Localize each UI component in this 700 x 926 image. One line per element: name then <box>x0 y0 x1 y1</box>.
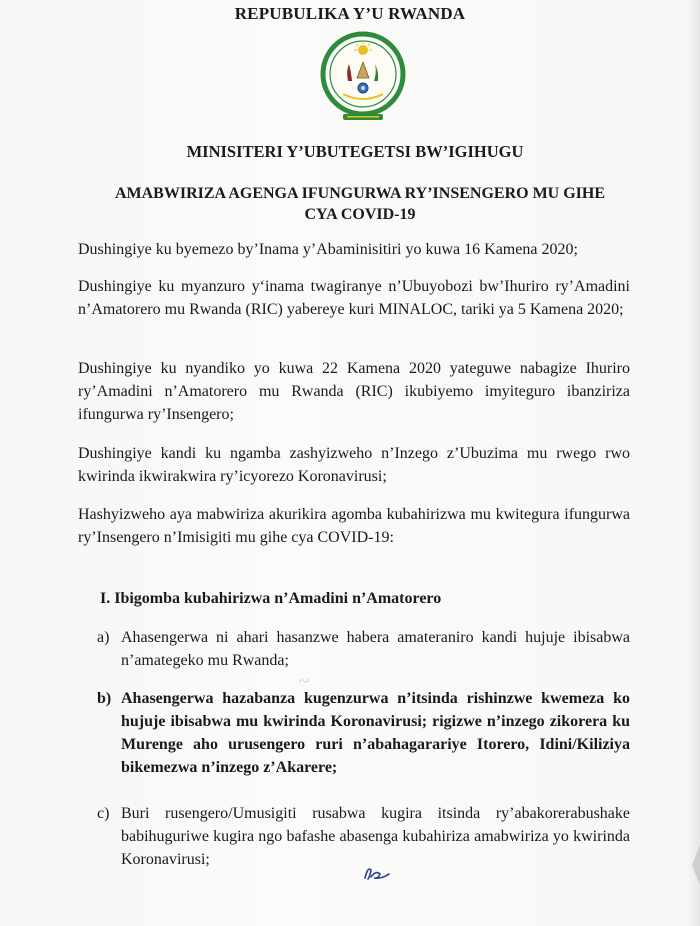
section-heading: I. Ibigomba kubahirizwa n’Amadini n’Amatorero <box>100 590 442 607</box>
list-item <box>97 687 630 779</box>
preamble-paragraph: Hashyizweho aya mabwiriza akurikira agomba kubahirizwa mu kwitegura ifungurwa ry’Insengero n’Imisigiti mu gihe cya COVID-19: <box>78 506 630 546</box>
republic-heading: REPUBULIKA Y’U RWANDA <box>234 4 466 23</box>
page-edge-shadow <box>686 0 700 926</box>
list-item <box>97 626 630 672</box>
preamble-paragraph: Dushingiye ku nyandiko yo kuwa 22 Kamena 2020 yateguwe nabagize Ihuriro ry’Amadini n’Amatorero mu Rwanda (RIC) ikubiyemo imyiteguro ibanziriza ifungurwa ry’Insengero; <box>78 360 630 423</box>
document-title-line2: CYA COVID-19 <box>304 206 416 223</box>
handwritten-initials-icon <box>362 862 392 884</box>
document-title <box>80 183 640 225</box>
list-item-label: b) <box>97 690 112 707</box>
preamble-paragraph: Dushingiye kandi ku ngamba zashyizweho n’Inzego z’Ubuzima mu rwego rwo kwirinda ikwirakwira ry’icyorezo Koronavirusi; <box>78 445 630 485</box>
list-item <box>97 802 630 871</box>
preamble-paragraph: Dushingiye ku myanzuro y‘inama twagiranye n’Ubuyobozi bw’Ihuriro ry’Amadini n’Amatorero mu Rwanda (RIC) yabereye kuri MINALOC, tariki ya 5 Kamena 2020; <box>78 278 630 318</box>
list-item-label: c) <box>97 805 110 822</box>
pencil-mark-icon <box>298 676 310 684</box>
ministry-heading: MINISITERI Y’UBUTEGETSI BW’IGIHUGU <box>186 142 524 161</box>
list-item-text: Buri rusengero/Umusigiti rusabwa kugira itsinda ry’abakorerabushake babihuguriwe kugira ngo bafashe abasenga kubahiriza amabwiriza yo kwirinda Koronavirusi; <box>121 805 630 868</box>
page-fold-shadow <box>678 845 700 885</box>
rwanda-coat-of-arms-icon <box>313 26 413 130</box>
document-title-line1: AMABWIRIZA AGENGA IFUNGURWA RY’INSENGERO MU GIHE <box>114 185 606 202</box>
preamble-paragraph: Dushingiye ku byemezo by’Inama y’Abaminisitiri yo kuwa 16 Kamena 2020; <box>78 241 578 258</box>
list-item-label: a) <box>97 629 110 646</box>
list-item-text: Ahasengerwa hazabanza kugenzurwa n’itsinda rishinzwe kwemeza ko hujuje ibisabwa mu kwirinda Koronavirusi; rigizwe n’inzego zikorera ku Murenge aho urusengero ruri n’abahagarariye Itorero, Idini/Kiliziya bikemezwa n’inzego z’Akarere; <box>121 690 630 776</box>
list-item-text: Ahasengerwa ni ahari hasanzwe habera amateraniro kandi hujuje ibisabwa n’amategeko mu Rwanda; <box>121 629 630 669</box>
